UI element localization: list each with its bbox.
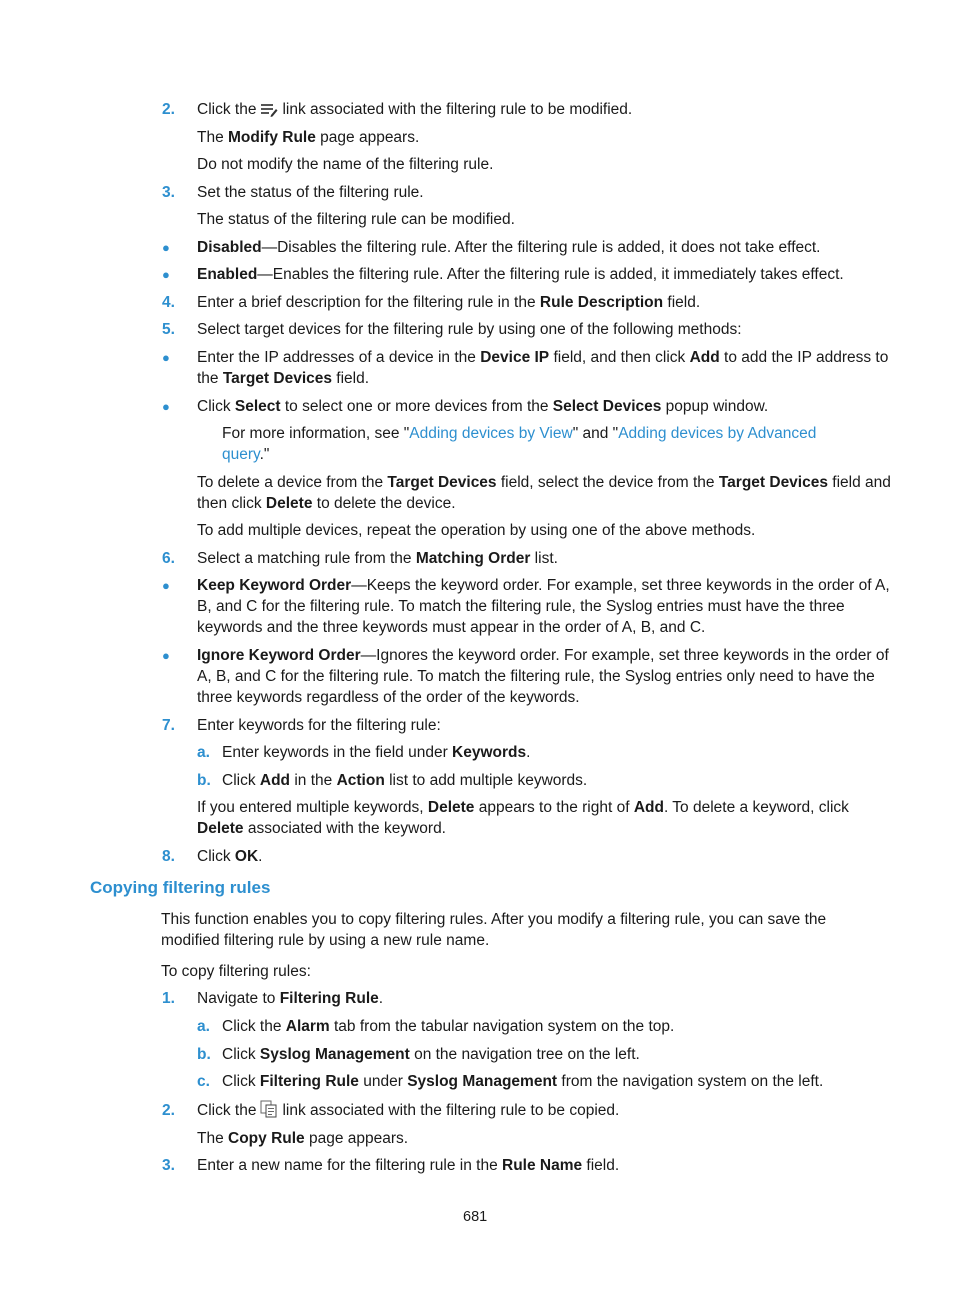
paragraph: To delete a device from the Target Devices field, select the device from the Target Devices field and	[197, 474, 891, 491]
step-number: 3.	[162, 184, 175, 201]
paragraph: Delete associated with the keyword.	[197, 820, 446, 837]
step-number: 8.	[162, 848, 175, 865]
more-info: For more information, see "Adding devices by View" and "Adding devices by Advanced	[222, 425, 817, 442]
bullet-icon: ●	[162, 240, 170, 255]
section-heading: Copying filtering rules	[90, 878, 271, 897]
step-text: Click the link associated with the filtering rule to be copied.	[197, 1100, 619, 1124]
link-adding-devices-by-advanced-query[interactable]: query	[222, 446, 260, 463]
paragraph: modified filtering rule by using a new rule name.	[161, 932, 490, 949]
step-text: Select target devices for the filtering rule by using one of the following methods:	[197, 321, 742, 338]
bullet-text: three keywords regardless of the order of the keywords.	[197, 689, 580, 706]
step-number: 6.	[162, 550, 175, 567]
step-text: Enter a new name for the filtering rule in the Rule Name field.	[197, 1157, 620, 1174]
substep-letter: b.	[197, 1046, 211, 1063]
bullet-text: keywords and the three keywords must appear in the order of A, B, and C.	[197, 619, 706, 636]
step-number: 1.	[162, 990, 175, 1007]
step-text: Enter a brief description for the filtering rule in the Rule Description field.	[197, 294, 701, 311]
step-number: 2.	[162, 101, 175, 118]
bullet-icon: ●	[162, 578, 170, 593]
bullet-text: Ignore Keyword Order—Ignores the keyword order. For example, set three keywords in the order of	[197, 647, 889, 664]
paragraph: The Copy Rule page appears.	[197, 1130, 409, 1147]
step-text: Navigate to Filtering Rule.	[197, 990, 384, 1007]
paragraph: This function enables you to copy filtering rules. After you modify a filtering rule, you can save the	[161, 911, 827, 928]
step-text: Select a matching rule from the Matching Order list.	[197, 550, 558, 567]
paragraph: The status of the filtering rule can be modified.	[197, 211, 515, 228]
step-text: Click OK.	[197, 848, 263, 865]
substep-letter: a.	[197, 1018, 210, 1035]
step-number: 4.	[162, 294, 175, 311]
bullet-text: Keep Keyword Order—Keeps the keyword order. For example, set three keywords in the order of A,	[197, 577, 890, 594]
bullet-text: A, B, and C for the filtering rule. To match the filtering rule, the Syslog entries only need to have the	[197, 668, 875, 685]
step-text: Set the status of the filtering rule.	[197, 184, 424, 201]
substep-text: Click the Alarm tab from the tabular navigation system on the top.	[222, 1018, 675, 1035]
bullet-icon: ●	[162, 648, 170, 663]
step-text: Enter keywords for the filtering rule:	[197, 717, 441, 734]
substep-letter: c.	[197, 1073, 210, 1090]
substep-text: Enter keywords in the field under Keywords.	[222, 744, 531, 761]
step-number: 3.	[162, 1157, 175, 1174]
paragraph: Do not modify the name of the filtering rule.	[197, 156, 494, 173]
copy-icon	[260, 1100, 278, 1124]
bullet-text: Enabled—Enables the filtering rule. After the filtering rule is added, it immediately takes effect.	[197, 266, 844, 283]
paragraph: then click Delete to delete the device.	[197, 495, 456, 512]
bullet-text: B, and C for the filtering rule. To match the filtering rule, the Syslog entries must have the three	[197, 598, 845, 615]
paragraph: To add multiple devices, repeat the operation by using one of the above methods.	[197, 522, 756, 539]
bullet-text: the Target Devices field.	[197, 370, 370, 387]
bullet-icon: ●	[162, 350, 170, 365]
paragraph: If you entered multiple keywords, Delete appears to the right of Add. To delete a keyword, click	[197, 799, 849, 816]
step-number: 5.	[162, 321, 175, 338]
bullet-icon: ●	[162, 267, 170, 282]
substep-letter: a.	[197, 744, 210, 761]
step-number: 2.	[162, 1102, 175, 1119]
more-info: query."	[222, 446, 270, 463]
step-text: Click the link associated with the filtering rule to be modified.	[197, 99, 632, 123]
paragraph: To copy filtering rules:	[161, 963, 311, 980]
substep-letter: b.	[197, 772, 211, 789]
substep-text: Click Add in the Action list to add multiple keywords.	[222, 772, 588, 789]
link-adding-devices-by-view[interactable]: Adding devices by View	[409, 425, 573, 442]
page-number: 681	[463, 1209, 488, 1225]
bullet-icon: ●	[162, 399, 170, 414]
substep-text: Click Syslog Management on the navigation tree on the left.	[222, 1046, 640, 1063]
bullet-text: Disabled—Disables the filtering rule. After the filtering rule is added, it does not take effect.	[197, 239, 821, 256]
paragraph: The Modify Rule page appears.	[197, 129, 420, 146]
bullet-text: Click Select to select one or more devices from the Select Devices popup window.	[197, 398, 769, 415]
modify-icon	[260, 101, 278, 123]
substep-text: Click Filtering Rule under Syslog Management from the navigation system on the left.	[222, 1073, 824, 1090]
bullet-text: Enter the IP addresses of a device in the Device IP field, and then click Add to add the IP address to	[197, 349, 889, 366]
link-adding-devices-by-advanced-query[interactable]: Adding devices by Advanced	[618, 425, 817, 442]
step-number: 7.	[162, 717, 175, 734]
